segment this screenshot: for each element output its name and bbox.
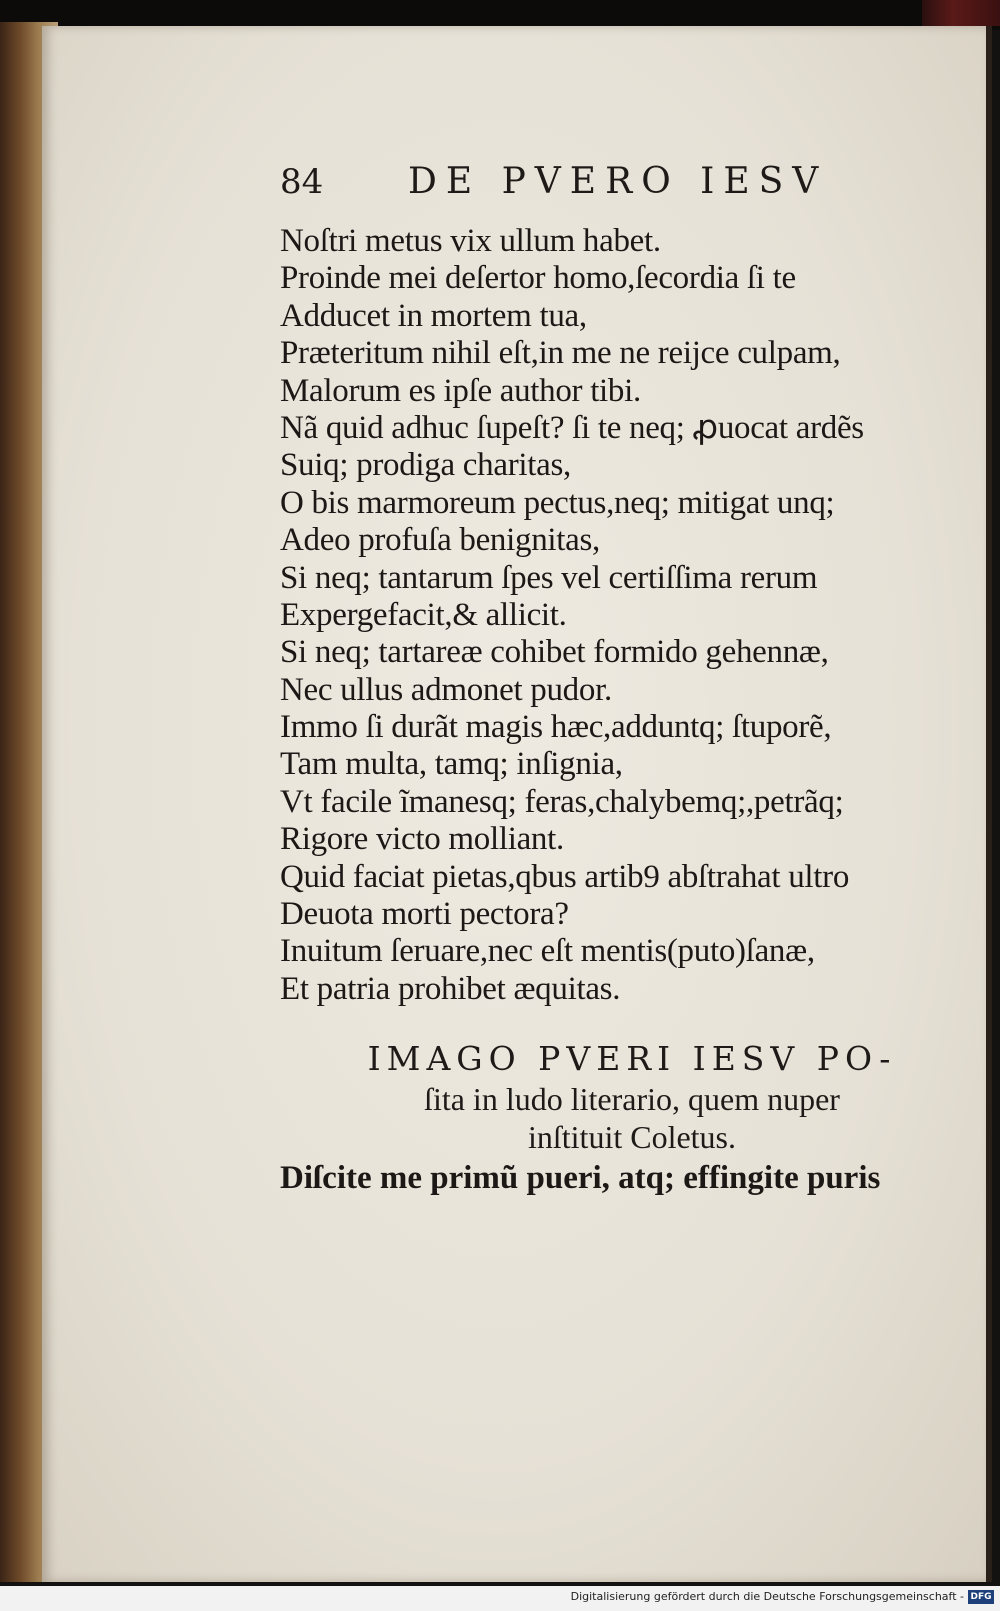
verse-line: Adeo profuſa benignitas,	[280, 522, 600, 559]
verse-line: Suiq; prodiga charitas,	[280, 447, 571, 484]
footer-credit: Digitalisierung gefördert durch die Deutsche Forschungsgemeinschaft -	[570, 1590, 964, 1603]
verse-line: Quid faciat pietas,qbus artib9 abſtrahat ultro	[280, 858, 850, 895]
footer-bar	[0, 1586, 1000, 1611]
verse-line: Malorum es ipſe author tibi.	[280, 372, 641, 409]
section-heading	[332, 1038, 932, 1156]
running-head	[280, 161, 970, 221]
running-head-title: DE PVERO IESV	[408, 161, 828, 202]
scan-color-mark	[922, 0, 1000, 26]
verse-line: Noſtri metus vix ullum habet.	[280, 223, 661, 259]
verse-line: Et patria prohibet æquitas.	[280, 970, 621, 1007]
verse-line: Adducet in mortem tua,	[280, 297, 587, 334]
verse-line: Si neq; tantarum ſpes vel certiſſima rerum	[280, 559, 818, 596]
verse-line: Præteritum nihil eſt,in me ne reijce culpam,	[280, 335, 841, 372]
verse-line: Rigore victo molliant.	[280, 821, 564, 858]
verse-line: Proinde mei deſertor homo,ſecordia ſi te	[280, 260, 796, 297]
verse-line: Nec ullus admonet pudor.	[280, 671, 612, 708]
section-first-line: Diſcite me primũ pueri, atq; effingite puris	[280, 1160, 881, 1197]
verse-line: Si neq; tartareæ cohibet formido gehennæ,	[280, 634, 829, 671]
verse-line: Inuitum ſeruare,nec eſt mentis(puto)ſanæ,	[280, 933, 815, 970]
verse-line: Immo ſi durãt magis hæc,adduntq; ſtuporẽ,	[280, 709, 832, 746]
verse-line: Vt facile ĩmanesq; feras,chalybemq;,petrãq;	[280, 783, 844, 820]
verse-line: Tam multa, tamq; inſignia,	[280, 746, 623, 783]
book-page	[42, 26, 992, 1582]
page-number: 84	[280, 162, 324, 202]
section-heading-title: IMAGO PVERI IESV PO-	[367, 1039, 897, 1079]
page-text-block	[280, 161, 970, 1198]
verse-block	[280, 223, 970, 1008]
verse-line: Expergefacit,& allicit.	[280, 596, 567, 633]
verse-line: Deuota morti pectora?	[280, 896, 569, 933]
verse-line: O bis marmoreum pectus,neq; mitigat unq;	[280, 484, 835, 521]
dfg-logo-icon: DFG	[968, 1590, 994, 1604]
section-heading-subtitle: ſita in ludo literario, quem nuper	[424, 1081, 840, 1118]
verse-line: Nã quid adhuc ſupeſt? ſi te neq; ꝓuocat ardẽs	[280, 409, 864, 446]
section-heading-subtitle: inſtituit Coletus.	[527, 1119, 736, 1156]
